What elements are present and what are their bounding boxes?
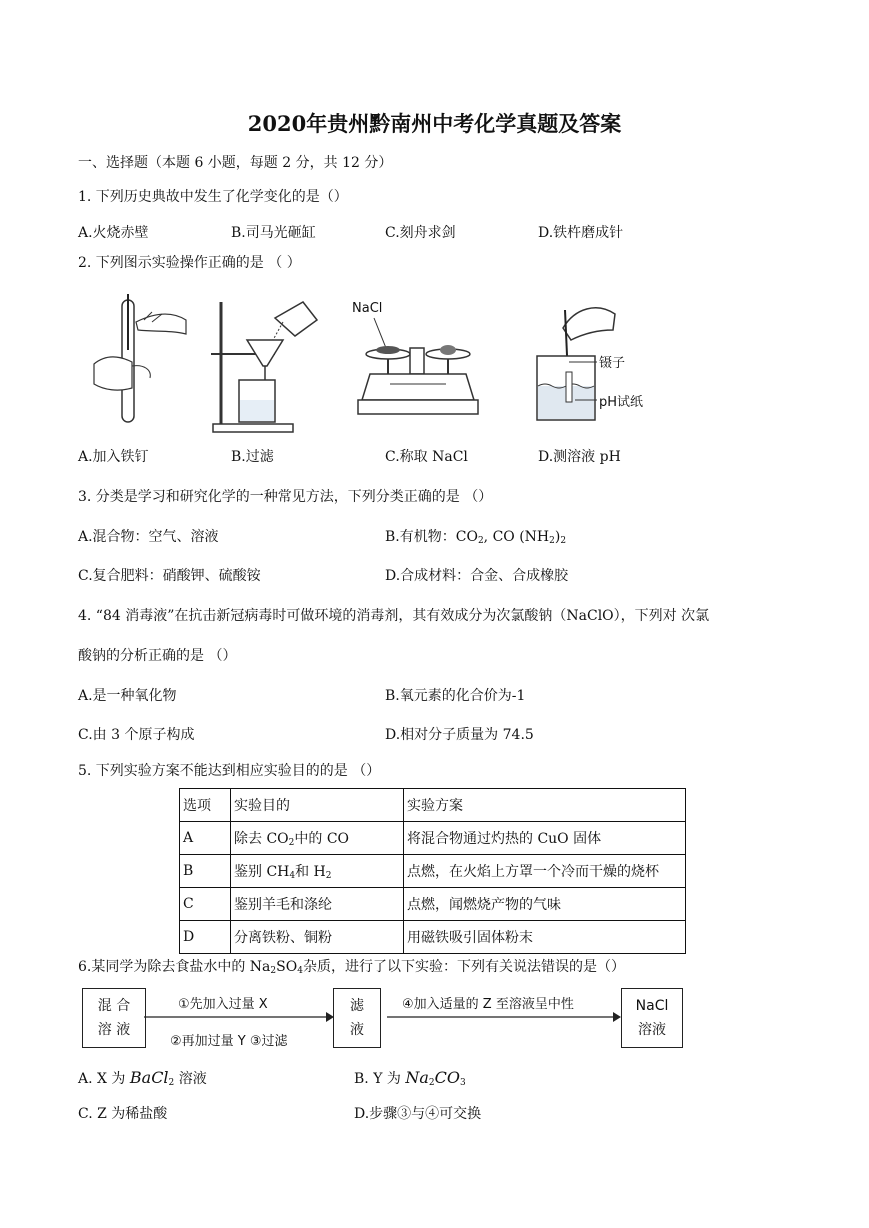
table-header-row bbox=[180, 789, 686, 822]
section-heading: 一、选择题（本题 6 小题，每题 2 分，共 12 分） bbox=[78, 155, 393, 171]
flow-arrow-2 bbox=[379, 1010, 621, 1024]
page-title: 2020年贵州黔南州中考化学真题及答案 bbox=[247, 111, 622, 136]
q2-option-b: B.过滤 bbox=[231, 449, 274, 465]
table-cell: 鉴别 $CH_4$和 $H_2$ bbox=[231, 855, 404, 888]
figure-filtration bbox=[205, 292, 325, 434]
q1-option-c: C.刻舟求剑 bbox=[385, 225, 456, 241]
table-header-cell: 实验方案 bbox=[404, 789, 686, 822]
q3-option-b: B.有机物：$CO_2$, CO $(NH_2)_2$ bbox=[385, 529, 567, 546]
q6-option-d: D.步骤③与④可交换 bbox=[354, 1106, 482, 1122]
nacl-label: NaCl bbox=[352, 301, 383, 316]
table-cell: 鉴别羊毛和涤纶 bbox=[231, 888, 404, 921]
q1-option-b: B.司马光砸缸 bbox=[231, 225, 316, 241]
q4-stem-line1: 4. “84 消毒液”在抗击新冠病毒时可做环境的消毒剂，其有效成分为次氯酸钠（NaClO），下列对 次氯 bbox=[78, 608, 710, 624]
figure-ph-test bbox=[535, 300, 665, 426]
q5-table bbox=[179, 788, 686, 954]
flow-box-nacl-solution: NaCl 溶液 bbox=[621, 988, 683, 1048]
table-cell: 分离铁粉、铜粉 bbox=[231, 921, 404, 954]
table-cell: D bbox=[180, 921, 231, 954]
table-row bbox=[180, 855, 686, 888]
q6-option-a: A. X 为 BaCl$_2$ 溶液 bbox=[78, 1068, 207, 1088]
flow-step-1-label: ①先加入过量 X bbox=[178, 997, 268, 1012]
table-cell: 用磁铁吸引固体粉末 bbox=[404, 921, 686, 954]
table-row bbox=[180, 888, 686, 921]
q6-option-c: C. Z 为稀盐酸 bbox=[78, 1106, 168, 1122]
flow-step-4-label: ④加入适量的 Z 至溶液呈中性 bbox=[402, 997, 574, 1012]
tweezers-label: 镊子 bbox=[599, 356, 626, 371]
q2-option-d: D.测溶液 pH bbox=[538, 449, 621, 465]
q3-stem: 3. 分类是学习和研究化学的一种常见方法，下列分类正确的是 （） bbox=[78, 489, 493, 505]
table-header-cell: 实验目的 bbox=[231, 789, 404, 822]
flow-box-mixed-solution: 混 合 溶 液 bbox=[82, 988, 146, 1048]
table-row bbox=[180, 822, 686, 855]
flow-arrow-1 bbox=[144, 1010, 334, 1024]
figure-adding-iron-nail bbox=[92, 292, 192, 434]
ph-paper-label: pH试纸 bbox=[599, 395, 644, 410]
q1-stem: 1. 下列历史典故中发生了化学变化的是（） bbox=[78, 189, 348, 205]
table-cell: 将混合物通过灼热的 CuO 固体 bbox=[404, 822, 686, 855]
q3-option-d: D.合成材料：合金、合成橡胶 bbox=[385, 568, 569, 584]
q4-stem-line2: 酸钠的分析正确的是 （） bbox=[78, 648, 237, 664]
table-cell: 除去 $CO_2$中的 CO bbox=[231, 822, 404, 855]
table-cell: 点燃，闻燃烧产物的气味 bbox=[404, 888, 686, 921]
q5-stem: 5. 下列实验方案不能达到相应实验目的的是 （） bbox=[78, 763, 381, 779]
q4-option-c: C.由 3 个原子构成 bbox=[78, 727, 195, 743]
flow-step-2-3-label: ②再加过量 Y ③过滤 bbox=[170, 1034, 288, 1049]
q1-option-d: D.铁杵磨成针 bbox=[538, 225, 624, 241]
q1-option-a: A.火烧赤壁 bbox=[78, 225, 149, 241]
q4-option-a: A.是一种氧化物 bbox=[78, 688, 177, 704]
table-cell: 点燃，在火焰上方罩一个冷而干燥的烧杯 bbox=[404, 855, 686, 888]
q4-option-b: B.氧元素的化合价为-1 bbox=[385, 688, 526, 704]
flow-box-filtrate: 滤 液 bbox=[333, 988, 381, 1048]
q6-option-b: B. Y 为 $Na_2CO_3$ bbox=[354, 1068, 466, 1088]
table-header-cell: 选项 bbox=[180, 789, 231, 822]
table-cell: A bbox=[180, 822, 231, 855]
table-cell: C bbox=[180, 888, 231, 921]
figure-balance bbox=[350, 296, 480, 422]
q2-stem: 2. 下列图示实验操作正确的是 （ ） bbox=[78, 255, 301, 271]
q6-stem: 6.某同学为除去食盐水中的 $Na_2SO_4$杂质，进行了以下实验：下列有关说法错误的是（） bbox=[78, 959, 625, 976]
q3-option-c: C.复合肥料：硝酸钾、硫酸铵 bbox=[78, 568, 261, 584]
q2-option-c: C.称取 NaCl bbox=[385, 449, 468, 465]
q4-option-d: D.相对分子质量为 74.5 bbox=[385, 727, 534, 743]
q2-option-a: A.加入铁钉 bbox=[78, 449, 149, 465]
table-row bbox=[180, 921, 686, 954]
table-cell: B bbox=[180, 855, 231, 888]
q3-option-a: A.混合物：空气、溶液 bbox=[78, 529, 219, 545]
